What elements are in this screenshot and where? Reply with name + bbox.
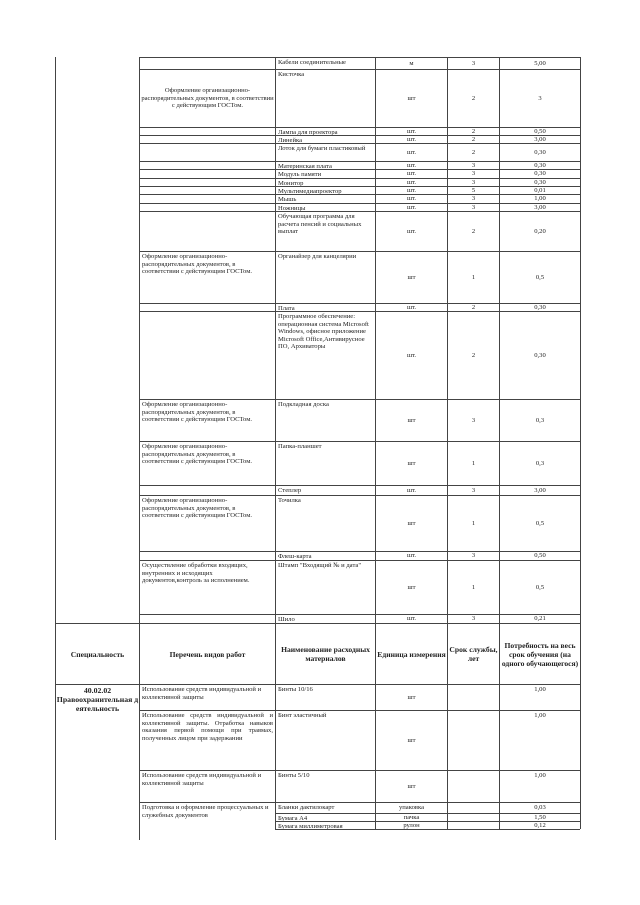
unit-cell: шт. — [406, 552, 417, 560]
material-cell: Бинты 5/10 — [278, 772, 310, 779]
material-cell: Папка-планшет — [278, 443, 322, 450]
need-cell: 0,5 — [535, 273, 545, 281]
material-cell: Подкладная доска — [278, 401, 329, 408]
material-cell: Линейка — [278, 137, 303, 143]
work-cell — [140, 615, 275, 623]
work-cell — [140, 204, 275, 211]
unit-cell: шт. — [406, 227, 417, 235]
header-materials: Наименование расходных материалов — [281, 645, 370, 663]
life-cell — [448, 685, 499, 710]
life-cell — [448, 711, 499, 770]
need-cell: 0,20 — [534, 227, 546, 235]
unit-cell: шт. — [406, 615, 417, 623]
specialty-code: 40.02.02 — [83, 686, 112, 695]
material-cell: Материнская плата — [278, 163, 332, 169]
need-cell: 0,3 — [535, 416, 545, 424]
material-cell: Степлер — [278, 487, 302, 494]
material-cell: Бумага А4 — [278, 815, 308, 821]
need-cell: 0,03 — [534, 804, 546, 812]
unit-cell: шт. — [406, 351, 417, 359]
need-cell: 0,5 — [535, 519, 545, 527]
life-cell: 3 — [471, 195, 476, 203]
material-cell: Бланки дактилокарт — [278, 804, 335, 811]
unit-cell: рулон — [403, 822, 420, 829]
work-cell — [140, 128, 275, 135]
header-life: Срок службы, лет — [449, 645, 498, 663]
life-cell: 3 — [471, 486, 476, 494]
unit-cell: шт — [407, 273, 416, 281]
material-cell: Кисточка — [278, 71, 305, 78]
material-cell: Штамп "Входящий № и дата" — [278, 562, 362, 569]
life-cell — [448, 814, 499, 821]
work-cell — [140, 486, 275, 495]
need-cell: 3 — [538, 94, 542, 102]
life-cell: 3 — [471, 615, 476, 623]
material-cell: Шило — [278, 616, 295, 623]
specialty-cell — [56, 686, 139, 726]
grid-line — [275, 829, 580, 830]
life-cell: 3 — [471, 170, 476, 178]
material-cell: Флеш-карта — [278, 553, 312, 560]
work-cell — [140, 170, 275, 178]
need-cell: 0,30 — [534, 148, 546, 156]
life-cell — [448, 822, 499, 829]
unit-cell: шт. — [406, 486, 417, 494]
work-cell: Подготовка и оформление процессуальных и служебных документов — [142, 804, 269, 819]
life-cell: 1 — [471, 583, 476, 591]
work-cell — [140, 552, 275, 560]
material-cell: Кабели соединительные — [278, 59, 346, 66]
work-cell: Использование средств индивидуальной и коллективной защиты — [142, 686, 262, 701]
material-cell: Бумага миллиметровая — [278, 823, 343, 829]
work-cell — [140, 195, 275, 203]
life-cell — [448, 771, 499, 802]
work-cell — [140, 187, 275, 194]
unit-cell: шт — [407, 416, 416, 424]
need-cell: 0,30 — [534, 351, 546, 359]
life-cell: 3 — [471, 416, 476, 424]
life-cell: 1 — [471, 459, 476, 467]
material-cell: Мышь — [278, 196, 297, 203]
unit-cell: шт. — [406, 148, 417, 156]
material-cell: Лоток для бумаги пластиковый — [278, 145, 366, 152]
need-cell: 0,30 — [534, 162, 546, 169]
material-cell: Точилка — [278, 497, 301, 504]
life-cell: 2 — [471, 128, 476, 135]
work-cell: Оформление организационно-распорядительных документов, в соответствии с действующим ГОСТом. — [142, 401, 253, 424]
life-cell: 3 — [471, 552, 476, 560]
life-cell: 1 — [471, 273, 476, 281]
life-cell: 1 — [471, 519, 476, 527]
need-cell: 1,50 — [534, 814, 546, 821]
header-specialty: Специальность — [70, 649, 125, 659]
need-cell: 1,00 — [534, 712, 546, 719]
work-cell: Использование средств индивидуальной и коллективной защиты — [142, 772, 262, 787]
header-works: Перечень видов работ — [169, 649, 246, 659]
work-cell — [140, 58, 275, 69]
life-cell: 2 — [471, 304, 476, 311]
material-cell: Лампа для проектора — [278, 129, 338, 135]
unit-cell: пачка — [403, 814, 420, 821]
materials-table — [55, 57, 580, 840]
material-cell: Монитор — [278, 180, 304, 186]
unit-cell: шт. — [406, 187, 417, 194]
life-cell: 2 — [471, 227, 476, 235]
need-cell: 0,30 — [534, 304, 546, 311]
header-unit: Единица измерения — [377, 649, 446, 659]
work-cell — [140, 162, 275, 169]
unit-cell: шт. — [406, 179, 417, 186]
work-cell — [140, 179, 275, 186]
need-cell: 1,00 — [534, 195, 546, 203]
life-cell: 3 — [471, 59, 476, 67]
work-cell: Использование средств индивидуальной и коллективной защиты. Отработка навыков оказания первой помощи при травмах, полученных лицом при задержании — [142, 712, 273, 742]
material-cell: Плата — [278, 305, 295, 311]
need-cell: 0,50 — [534, 552, 546, 560]
unit-cell: шт. — [406, 195, 417, 203]
work-cell: Оформление организационно-распорядительных документов, в соответствии с действующим ГОСТом. — [141, 87, 274, 110]
work-cell — [140, 304, 275, 311]
need-cell: 5,00 — [534, 59, 546, 67]
unit-cell: шт — [407, 693, 416, 701]
need-cell: 0,30 — [534, 179, 546, 186]
work-cell: Оформление организационно-распорядительных документов, в соответствии с действующим ГОСТом. — [142, 497, 253, 520]
need-cell: 0,12 — [534, 822, 546, 829]
header-need: Потребность на весь срок обучения (на одного обучающегося) — [501, 640, 579, 668]
unit-cell: шт — [407, 736, 416, 744]
specialty-name: Правоохранительная деятельность — [56, 695, 139, 713]
material-cell: Бинты 10/16 — [278, 686, 313, 693]
life-cell: 2 — [471, 351, 476, 359]
unit-cell: шт. — [406, 136, 417, 143]
unit-cell: шт. — [406, 128, 417, 135]
material-cell: Модуль памяти — [278, 171, 322, 178]
work-cell — [140, 144, 275, 161]
need-cell: 1,00 — [534, 772, 546, 779]
life-cell: 3 — [471, 179, 476, 186]
life-cell: 2 — [471, 94, 476, 102]
need-cell: 3,00 — [534, 486, 546, 494]
life-cell: 5 — [471, 187, 476, 194]
need-cell: 0,3 — [535, 459, 545, 467]
need-cell: 0,30 — [534, 170, 546, 178]
unit-cell: шт. — [406, 304, 417, 311]
work-cell: Оформление организационно-распорядительных документов, в соответствии с действующим ГОСТом. — [142, 443, 253, 466]
unit-cell: м — [409, 59, 414, 67]
life-cell: 2 — [471, 136, 476, 143]
material-cell: Органайзер для канцелярии — [278, 253, 357, 260]
unit-cell: шт. — [406, 162, 417, 169]
need-cell: 0,21 — [534, 615, 546, 623]
material-cell: Обучающая программа для расчета пенсий и социальных выплат — [278, 213, 362, 236]
unit-cell: шт — [407, 519, 416, 527]
life-cell: 3 — [471, 204, 476, 211]
work-cell: Оформление организационно-распорядительных документов, в соответствии с действующим ГОСТом. — [142, 253, 253, 276]
need-cell: 0,01 — [534, 187, 546, 194]
work-cell: Осуществление обработки входящих, внутренних и исходящих документов,контроль за исполнением. — [142, 562, 250, 585]
material-cell: Программное обеспечение: операционная система Microsoft Windows, офисное приложение Microsoft Office,Антивирусное ПО, Архиваторы — [278, 313, 369, 351]
work-cell — [140, 212, 275, 251]
grid-line — [580, 57, 581, 829]
need-cell: 3,00 — [534, 136, 546, 143]
work-cell — [140, 312, 275, 399]
unit-cell: шт. — [406, 170, 417, 178]
unit-cell: шт. — [406, 204, 417, 211]
need-cell: 0,5 — [535, 583, 545, 591]
need-cell: 0,50 — [534, 128, 546, 135]
life-cell: 3 — [471, 162, 476, 169]
unit-cell: шт — [407, 459, 416, 467]
need-cell: 1,00 — [534, 686, 546, 693]
unit-cell: шт — [407, 583, 416, 591]
unit-cell: упаковка — [398, 804, 425, 812]
need-cell: 3,00 — [534, 204, 546, 211]
material-cell: Ножницы — [278, 205, 306, 211]
material-cell: Бинт эластичный — [278, 712, 327, 719]
life-cell: 2 — [471, 148, 476, 156]
unit-cell: шт — [407, 782, 416, 790]
unit-cell: шт — [407, 94, 416, 102]
material-cell: Мультимедиапроектор — [278, 188, 342, 194]
life-cell — [448, 803, 499, 813]
work-cell — [140, 136, 275, 143]
